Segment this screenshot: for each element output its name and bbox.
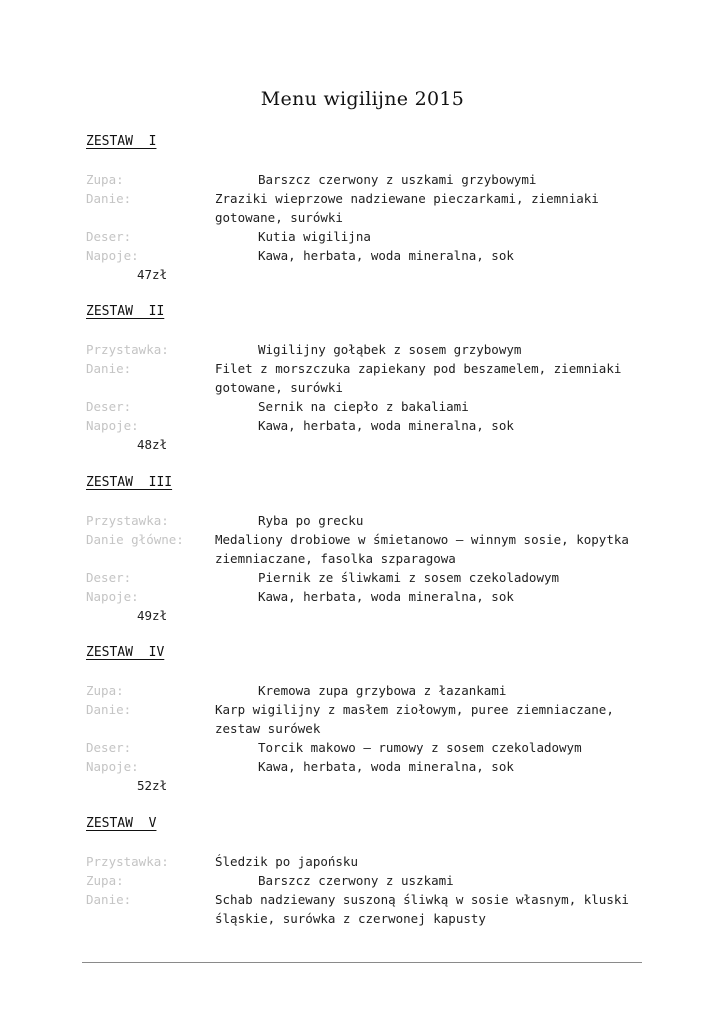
course-description: Sernik na ciepło z bakaliami [258,399,469,414]
menu-item [0,702,725,736]
course-description: zestaw surówek [215,721,321,736]
course-description: Medaliony drobiowe w śmietanowo – winnym sosie, kopytka [215,532,629,547]
menu-item [0,361,725,395]
set-price: 47zł [137,267,168,282]
menu-item [0,229,725,248]
page-title: Menu wigilijne 2015 [260,88,465,110]
course-label: Napoje: [86,759,139,774]
course-description: Kawa, herbata, woda mineralna, sok [258,248,514,263]
course-label: Danie: [86,702,132,717]
course-description: gotowane, surówki [215,380,343,395]
course-description: Torcik makowo – rumowy z sosem czekoladowym [258,740,582,755]
course-label: Napoje: [86,589,139,604]
menu-item [0,248,725,267]
course-label: Przystawka: [86,513,169,528]
course-description: Kawa, herbata, woda mineralna, sok [258,589,514,604]
menu-item [0,399,725,418]
course-description: Schab nadziewany suszoną śliwką w sosie własnym, kluski [215,892,629,907]
course-label: Danie główne: [86,532,184,547]
course-description: Barszcz czerwony z uszkami [258,873,454,888]
menu-item [0,532,725,566]
course-description: Ryba po grecku [258,513,364,528]
course-label: Deser: [86,229,132,244]
set-title: ZESTAW II [86,304,165,319]
course-label: Zupa: [86,873,124,888]
course-description: Zraziki wieprzowe nadziewane pieczarkami, ziemniaki [215,191,599,206]
menu-item [0,418,725,437]
course-label: Zupa: [86,683,124,698]
set-price: 49zł [137,608,168,623]
menu-item [0,854,725,873]
course-description: Piernik ze śliwkami z sosem czekoladowym [258,570,560,585]
course-label: Przystawka: [86,854,169,869]
course-label: Danie: [86,361,132,376]
course-label: Zupa: [86,172,124,187]
course-description: ziemniaczane, fasolka szparagowa [215,551,456,566]
course-label: Przystawka: [86,342,169,357]
course-label: Deser: [86,399,132,414]
menu-item [0,342,725,361]
course-label: Danie: [86,892,132,907]
course-description: Kawa, herbata, woda mineralna, sok [258,418,514,433]
footer-divider [82,962,642,963]
set-title: ZESTAW I [86,134,157,149]
course-label: Napoje: [86,418,139,433]
set-title: ZESTAW V [86,816,157,831]
course-description: Śledzik po japońsku [215,854,358,869]
course-label: Deser: [86,570,132,585]
menu-item [0,589,725,608]
menu-item [0,759,725,778]
set-title: ZESTAW III [86,475,173,490]
set-price: 52zł [137,778,168,793]
course-label: Danie: [86,191,132,206]
set-price: 48zł [137,437,168,452]
course-description: śląskie, surówka z czerwonej kapusty [215,911,486,926]
course-description: Kremowa zupa grzybowa z łazankami [258,683,507,698]
course-description: Wigilijny gołąbek z sosem grzybowym [258,342,522,357]
course-description: Karp wigilijny z masłem ziołowym, puree ziemniaczane, [215,702,614,717]
course-description: Kutia wigilijna [258,229,371,244]
menu-item [0,191,725,225]
course-label: Napoje: [86,248,139,263]
course-label: Deser: [86,740,132,755]
course-description: Filet z morszczuka zapiekany pod beszamelem, ziemniaki [215,361,622,376]
menu-item [0,513,725,532]
menu-item [0,570,725,589]
menu-item [0,892,725,926]
menu-item [0,740,725,759]
menu-item [0,873,725,892]
course-description: Kawa, herbata, woda mineralna, sok [258,759,514,774]
course-description: gotowane, surówki [215,210,343,225]
menu-item [0,172,725,191]
course-description: Barszcz czerwony z uszkami grzybowymi [258,172,537,187]
set-title: ZESTAW IV [86,645,165,660]
menu-item [0,683,725,702]
